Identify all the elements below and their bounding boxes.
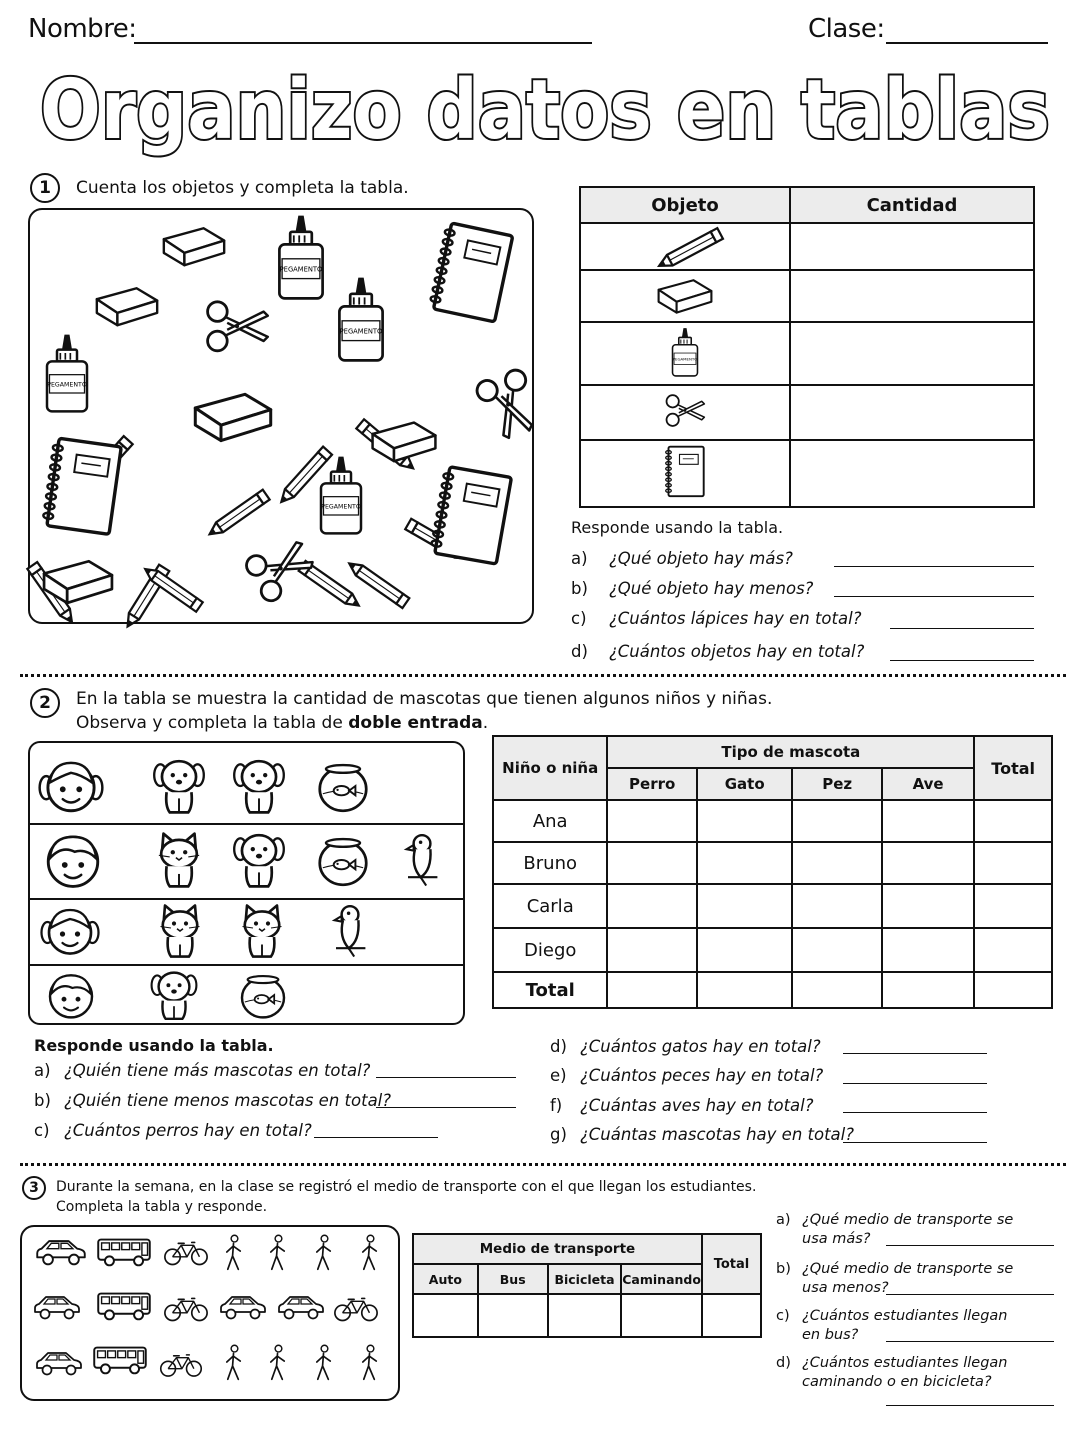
s2-question-e: e) ¿Cuántos peces hay en total?: [550, 1066, 824, 1085]
s1-question-d: d) ¿Cuántos objetos hay en total?: [571, 642, 865, 661]
pets-cell[interactable]: [974, 842, 1052, 884]
s3-question-a: a) ¿Qué medio de transporte se usa más?: [776, 1212, 1014, 1247]
transport-table-header-bus: Bus: [478, 1264, 548, 1294]
walking-person-icon: [227, 1345, 240, 1379]
objects-table-cell-eraser: [580, 270, 790, 323]
parrot-icon: [335, 906, 366, 956]
girl-ana-icon: [40, 763, 103, 811]
scissors-icon: [667, 395, 705, 426]
pets-row-label: Carla: [493, 884, 607, 928]
eraser-icon: [164, 228, 224, 265]
transport-table-header-bicycle: Bicicleta: [548, 1264, 621, 1294]
transport-table-header-walking: Caminando: [621, 1264, 702, 1294]
s2-answer-g[interactable]: [843, 1142, 987, 1143]
pets-cell[interactable]: [974, 928, 1052, 972]
notebook-icon: [666, 446, 704, 496]
s2-question-a: a) ¿Quién tiene más mascotas en total?: [34, 1061, 371, 1080]
s1-question-b: b) ¿Qué objeto hay menos?: [571, 579, 814, 598]
transport-cell[interactable]: [702, 1294, 761, 1337]
bus-icon: [94, 1348, 146, 1374]
pets-cell[interactable]: [607, 972, 697, 1008]
objects-table-count-glue[interactable]: [790, 322, 1034, 385]
pets-row-label: Diego: [493, 928, 607, 972]
dog-icon: [234, 835, 284, 886]
notebook-icon: [42, 438, 121, 535]
section-2-instruction-line1: En la tabla se muestra la cantidad de mascotas que tienen algunos niños y niñas.: [76, 689, 773, 709]
pets-cell[interactable]: [792, 928, 881, 972]
transport-table-header-car: Auto: [413, 1264, 478, 1294]
walking-person-icon: [317, 1235, 330, 1269]
pets-cell[interactable]: [607, 928, 697, 972]
pencil-icon: [656, 228, 723, 271]
pets-cell[interactable]: [974, 800, 1052, 842]
pets-cell[interactable]: [974, 884, 1052, 928]
walking-person-icon: [227, 1235, 240, 1269]
section-1-answer-title: Responde usando la tabla.: [571, 518, 784, 537]
objects-table-header-quantity: Cantidad: [790, 187, 1034, 223]
pets-cell[interactable]: [792, 800, 881, 842]
pets-cell[interactable]: [697, 884, 792, 928]
transport-cell[interactable]: [478, 1294, 548, 1337]
pets-row-label: Ana: [493, 800, 607, 842]
s1-answer-a[interactable]: [834, 566, 1034, 567]
parrot-icon: [407, 835, 438, 885]
car-icon: [37, 1353, 81, 1375]
pets-cell[interactable]: [882, 884, 974, 928]
bicycle-icon: [165, 1242, 207, 1264]
walking-person-icon: [363, 1235, 376, 1269]
objects-picture-box: [28, 208, 534, 624]
eraser-icon: [373, 423, 436, 462]
s2-answer-e[interactable]: [843, 1083, 987, 1084]
pets-cell[interactable]: [697, 800, 792, 842]
s2-answer-d[interactable]: [843, 1053, 987, 1054]
section-3-number: 3: [22, 1176, 46, 1200]
transport-cell[interactable]: [413, 1294, 478, 1337]
class-label: Clase:: [808, 14, 885, 44]
glue-icon: [673, 328, 698, 376]
pets-cell[interactable]: [882, 972, 974, 1008]
pets-cell[interactable]: [607, 842, 697, 884]
section-1-instruction: Cuenta los objetos y completa la tabla.: [76, 178, 409, 198]
glue-icon: [321, 457, 361, 534]
section-2-answer-title: Responde usando la tabla.: [34, 1036, 274, 1055]
pets-total-row-label: Total: [493, 972, 607, 1008]
s3-question-c: c) ¿Cuántos estudiantes llegan en bus?: [776, 1308, 1008, 1343]
pets-cell[interactable]: [792, 972, 881, 1008]
bicycle-icon: [161, 1355, 201, 1376]
walking-person-icon: [317, 1345, 330, 1379]
pets-cell[interactable]: [882, 842, 974, 884]
pencil-icon: [206, 490, 269, 539]
pets-cell[interactable]: [882, 928, 974, 972]
objects-table-header-object: Objeto: [580, 187, 790, 223]
pets-cell[interactable]: [607, 884, 697, 928]
pets-cell[interactable]: [792, 842, 881, 884]
s2-answer-f[interactable]: [843, 1112, 987, 1113]
pets-table-header-dog: Perro: [607, 768, 697, 800]
pets-cell[interactable]: [697, 928, 792, 972]
name-label: Nombre:: [28, 14, 137, 44]
boy-diego-icon: [50, 975, 92, 1017]
page-title: [30, 52, 1060, 162]
car-icon: [35, 1297, 79, 1319]
s3-answer-c[interactable]: [886, 1341, 1054, 1342]
s1-answer-d[interactable]: [890, 660, 1034, 661]
glue-icon: [339, 278, 382, 361]
s1-answer-c[interactable]: [890, 628, 1034, 629]
car-icon: [279, 1297, 323, 1319]
s3-answer-d[interactable]: [886, 1405, 1054, 1406]
s1-answer-b[interactable]: [834, 596, 1034, 597]
s1-question-a: a) ¿Qué objeto hay más?: [571, 549, 793, 568]
glue-icon: [279, 216, 322, 299]
dog-icon: [234, 761, 284, 812]
pets-cell[interactable]: [607, 800, 697, 842]
pets-cell[interactable]: [974, 972, 1052, 1008]
bus-icon: [98, 1240, 150, 1266]
section-3-instruction-line1: Durante la semana, en la clase se registró el medio de transporte con el que llegan los estudiantes.: [56, 1179, 757, 1195]
cat-icon: [243, 906, 282, 957]
s2-question-g: g) ¿Cuántas mascotas hay en total?: [550, 1125, 855, 1144]
dog-icon: [152, 973, 197, 1019]
bicycle-icon: [335, 1298, 377, 1320]
pets-table-header-child: Niño o niña: [493, 736, 607, 800]
objects-table-count-pencil[interactable]: [790, 223, 1034, 270]
objects-table-cell-pencil: [580, 223, 790, 270]
s2-question-b: b) ¿Quién tiene menos mascotas en total?: [34, 1091, 392, 1110]
walking-person-icon: [363, 1345, 376, 1379]
scissors-icon: [243, 532, 320, 605]
s2-question-c: c) ¿Cuántos perros hay en total?: [34, 1121, 312, 1140]
pets-picture-box: [28, 741, 465, 1025]
fishbowl-icon: [242, 976, 284, 1017]
section-1-number: 1: [30, 173, 60, 203]
walking-person-icon: [271, 1235, 284, 1269]
eraser-icon: [44, 561, 112, 603]
transport-picture-box: [20, 1225, 400, 1401]
pets-cell[interactable]: [882, 800, 974, 842]
objects-table-cell-scissors: [580, 385, 790, 440]
pets-table-header-total: Total: [974, 736, 1052, 800]
girl-carla-icon: [42, 910, 99, 954]
s2-answer-b[interactable]: [376, 1107, 516, 1108]
pets-table-header-bird: Ave: [882, 768, 974, 800]
s2-answer-c[interactable]: [314, 1137, 438, 1138]
transport-cell[interactable]: [548, 1294, 621, 1337]
s1-question-c: c) ¿Cuántos lápices hay en total?: [571, 609, 862, 628]
pets-table-header-cat: Gato: [697, 768, 792, 800]
scissors-icon: [474, 367, 543, 442]
transport-table-header-total: Total: [702, 1234, 761, 1294]
cat-icon: [159, 834, 199, 887]
s3-question-d: d) ¿Cuántos estudiantes llegan caminando o en bicicleta?: [776, 1355, 1008, 1390]
transport-table: [412, 1233, 762, 1338]
bus-icon: [98, 1294, 150, 1320]
scissors-icon: [208, 302, 268, 351]
pets-cell[interactable]: [697, 842, 792, 884]
car-icon: [37, 1241, 85, 1264]
section-2-instruction-line2: Observa y completa la tabla de doble entrada.: [76, 713, 489, 733]
notebook-icon: [429, 222, 513, 322]
name-answer-line[interactable]: [134, 42, 592, 44]
transport-cell[interactable]: [621, 1294, 702, 1337]
boy-bruno-icon: [48, 837, 98, 887]
s3-answer-b[interactable]: [886, 1294, 1054, 1295]
page-title-text: Organizo datos en tablas: [40, 63, 1050, 158]
bicycle-icon: [165, 1298, 207, 1320]
walking-person-icon: [271, 1345, 284, 1379]
dog-icon: [154, 761, 204, 812]
s2-question-f: f) ¿Cuántas aves hay en total?: [550, 1096, 814, 1115]
objects-table-count-eraser[interactable]: [790, 270, 1034, 323]
s3-question-b: b) ¿Qué medio de transporte se usa menos?: [776, 1261, 1014, 1296]
section-3-instruction-line2: Completa la tabla y responde.: [56, 1199, 268, 1215]
pets-table-header-group: Tipo de mascota: [607, 736, 974, 768]
car-icon: [221, 1297, 265, 1319]
cat-icon: [161, 906, 200, 957]
section-divider: [20, 1163, 1066, 1166]
class-answer-line[interactable]: [886, 42, 1048, 44]
fishbowl-icon: [320, 839, 367, 885]
pets-table-header-fish: Pez: [792, 768, 881, 800]
objects-table-count-notebook[interactable]: [790, 440, 1034, 507]
eraser-icon: [195, 394, 270, 440]
fishbowl-icon: [320, 765, 367, 811]
section-divider: [20, 674, 1066, 677]
s2-answer-a[interactable]: [376, 1077, 516, 1078]
s2-question-d: d) ¿Cuántos gatos hay en total?: [550, 1037, 821, 1056]
section-2-number: 2: [30, 688, 60, 718]
notebook-icon: [430, 466, 511, 564]
objects-table-count-scissors[interactable]: [790, 385, 1034, 440]
pets-cell[interactable]: [697, 972, 792, 1008]
s3-answer-a[interactable]: [886, 1245, 1054, 1246]
pets-table: [492, 735, 1053, 1009]
eraser-icon: [659, 280, 712, 312]
objects-table: [579, 186, 1035, 508]
transport-table-header-group: Medio de transporte: [413, 1234, 702, 1264]
objects-table-cell-notebook: [580, 440, 790, 507]
pets-cell[interactable]: [792, 884, 881, 928]
glue-icon: [47, 335, 87, 412]
objects-table-cell-glue: [580, 322, 790, 385]
eraser-icon: [97, 288, 157, 325]
pets-row-label: Bruno: [493, 842, 607, 884]
